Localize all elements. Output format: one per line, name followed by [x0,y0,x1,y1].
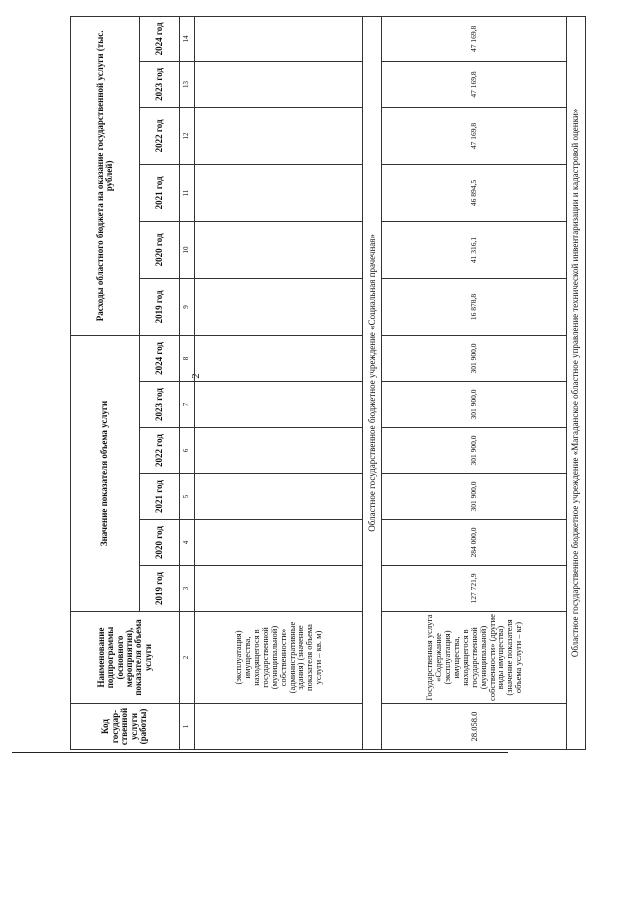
year-header: 2023 год [140,61,179,107]
year-header: 2020 год [140,221,179,278]
header-row-1 [71,16,140,749]
institution-row [567,16,586,749]
year-header: 2022 год [140,428,179,474]
row-description: (эксплуатация) имущества, находящегося в государственной (муниципальной) собственности» (административные здания) (значение показателя объема услуги – кв. м) [194,612,362,704]
column-number: 14 [179,16,194,61]
year-header: 2019 год [140,278,179,335]
volume-cell: 301 900,0 [382,474,567,520]
volume-cell [194,520,362,566]
volume-cell [194,382,362,428]
header-volume: Значение показателя объема услуги [71,335,140,611]
volume-cell: 301 900,0 [382,335,567,381]
volume-cell [194,428,362,474]
institution-name: Областное государственное бюджетное учреждение «Социальная прачечная» [363,16,382,749]
column-number: 8 [179,335,194,381]
expense-cell [194,16,362,61]
rotated-table-container [70,17,586,750]
expense-cell [194,107,362,164]
column-number: 4 [179,520,194,566]
row-description: Государственная услуга «Содержание (эксплуатация) имущества, находящегося в государственной (муниципальной) собственности» (другие виды имущества) (значение показателя объема услуги – кг) [382,612,567,704]
column-number: 12 [179,107,194,164]
column-number-row [179,16,194,749]
expense-cell: 41 316,1 [382,221,567,278]
table-row [382,16,567,749]
expense-cell: 16 878,8 [382,278,567,335]
row-code: 28.058.0 [382,704,567,750]
budget-table [70,16,586,750]
expense-cell [194,278,362,335]
volume-cell [194,335,362,381]
year-header: 2021 год [140,164,179,221]
column-number: 2 [179,612,194,704]
year-header: 2019 год [140,566,179,612]
volume-cell: 284 000,0 [382,520,567,566]
page-number: 2 [189,373,202,379]
row-code [194,704,362,750]
header-code: Код государ-ственной услуги (работы) [71,704,180,750]
column-number: 9 [179,278,194,335]
expense-cell [194,221,362,278]
expense-cell: 46 894,5 [382,164,567,221]
year-header: 2021 год [140,474,179,520]
horizontal-rule [12,752,508,753]
volume-cell: 127 721,9 [382,566,567,612]
header-expense: Расходы областного бюджета на оказание государственной услуги (тыс. рублей) [71,16,140,335]
column-number: 5 [179,474,194,520]
institution-row [363,16,382,749]
volume-cell: 301 900,0 [382,428,567,474]
volume-cell: 301 900,0 [382,382,567,428]
year-header: 2024 год [140,16,179,61]
expense-cell: 47 169,8 [382,61,567,107]
column-number: 6 [179,428,194,474]
table-row [194,16,362,749]
year-header: 2024 год [140,335,179,381]
year-header: 2023 год [140,382,179,428]
column-number: 13 [179,61,194,107]
column-number: 1 [179,704,194,750]
column-number: 10 [179,221,194,278]
volume-cell [194,566,362,612]
expense-cell [194,61,362,107]
volume-cell [194,474,362,520]
expense-cell [194,164,362,221]
expense-cell: 47 169,8 [382,16,567,61]
expense-cell: 47 169,8 [382,107,567,164]
column-number: 7 [179,382,194,428]
year-header: 2020 год [140,520,179,566]
header-name: Наименование подпрограммы (основного мероприятия), показателя объема услуги [71,612,180,704]
institution-name: Областное государственное бюджетное учреждение «Магаданское областное управление технической инвентаризации и кадастровой оценки» [567,16,586,749]
column-number: 11 [179,164,194,221]
column-number: 3 [179,566,194,612]
year-header: 2022 год [140,107,179,164]
